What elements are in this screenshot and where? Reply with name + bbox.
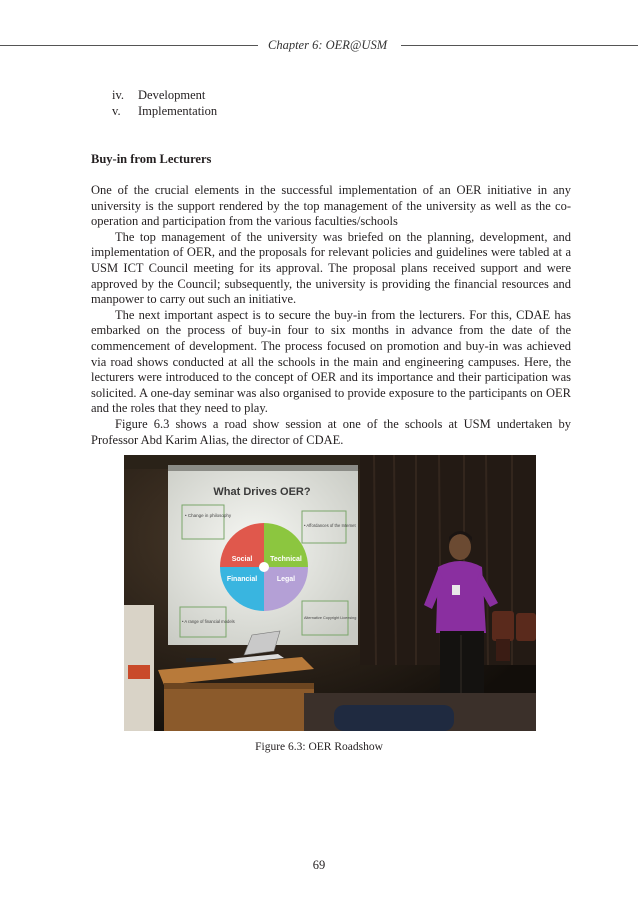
list-item-text: Development: [138, 88, 206, 102]
slide-note: • Change in philosophy: [185, 513, 232, 518]
section-heading: Buy-in from Lecturers: [91, 152, 212, 166]
quadrant-label: Social: [231, 556, 253, 563]
running-header: [0, 37, 638, 55]
phase-list: [112, 88, 217, 119]
chapter-title: Chapter 6: OER@USM: [268, 38, 388, 52]
page-number: 69: [312, 858, 326, 872]
slide-title: What Drives OER?: [213, 486, 311, 498]
list-item-number: v.: [112, 103, 121, 118]
list-item-text: Implementation: [138, 103, 218, 118]
figure-caption: Figure 6.3: OER Roadshow: [255, 741, 383, 753]
header-rule-left: [0, 45, 258, 46]
list-item: [112, 104, 217, 120]
quadrant-label: Financial: [226, 576, 258, 583]
paragraph: The top management of the university was briefed on the planning, development, and implementation of OER, and the proposals for relevant policies and guidelines were tabled at a USM ICT Council meeting for its approval. The proposal plans received support and were approved by the Council; subsequently, the university is providing the financial resources and manpower to carry out such an initiative.: [91, 229, 571, 307]
paragraph: One of the crucial elements in the successful implementation of an OER initiative in any university is the support rendered by the top management of the university as well as the co-operation and participation from the various faculties/schools: [91, 183, 571, 229]
slide-note: Alternative Copyright Licensing: [304, 616, 357, 620]
list-item: [112, 88, 217, 104]
quadrant-label: Technical: [270, 556, 302, 563]
header-rule-right: [401, 45, 638, 46]
slide-note: • A range of financial models: [182, 619, 235, 624]
paragraph: Figure 6.3 shows a road show session at one of the schools at USM undertaken by Professor Abd Karim Alias, the director of CDAE.: [91, 416, 571, 447]
roadshow-photo: [124, 455, 536, 731]
list-item-number: iv.: [112, 88, 125, 102]
quadrant-label: Legal: [276, 576, 296, 583]
slide-note: • Affordances of the Internet: [304, 523, 356, 528]
body-text: [91, 183, 571, 448]
paragraph: The next important aspect is to secure the buy-in from the lecturers. For this, CDAE has embarked on the process of buy-in four to six months in advance from the date of the commencement of development. The process focused on promotion and buy-in was achieved via road shows conducted at all the schools in the main and engineering campuses. Here, the lecturers were introduced to the concept of OER and its importance and their participation was solicited. A one-day seminar was also organised to provide exposure to the participants on OER and the roles that they need to play.: [91, 307, 571, 416]
